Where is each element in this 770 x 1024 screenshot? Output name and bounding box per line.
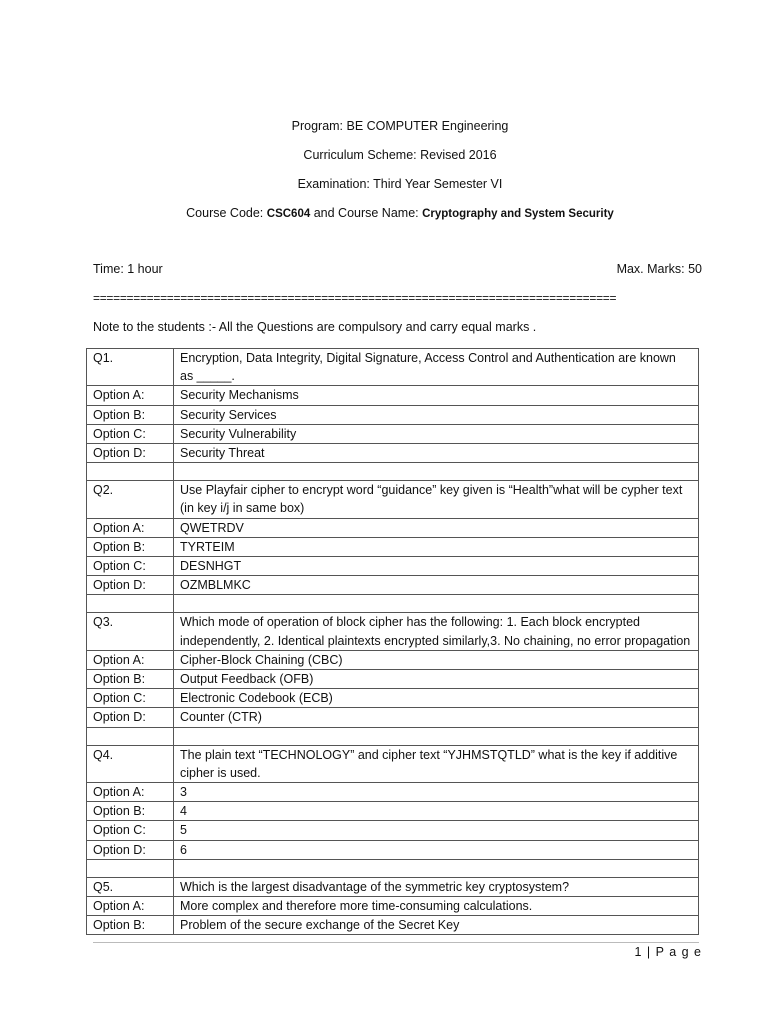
option-label: Option A:: [87, 650, 174, 669]
option-label: Option D:: [87, 576, 174, 595]
option-text: Cipher-Block Chaining (CBC): [174, 650, 699, 669]
question-text: The plain text “TECHNOLOGY” and cipher text “YJHMSTQTLD” what is the key if additive cipher is used.: [174, 745, 699, 782]
question-row: [87, 613, 699, 650]
option-text: DESNHGT: [174, 557, 699, 576]
option-row: [87, 444, 699, 463]
option-text: TYRTEIM: [174, 537, 699, 556]
option-text: Output Feedback (OFB): [174, 670, 699, 689]
question-label: Q2.: [87, 481, 174, 518]
spacer-cell: [174, 859, 699, 877]
option-row: [87, 802, 699, 821]
footer-divider: [93, 942, 699, 943]
question-label: Q1.: [87, 349, 174, 386]
spacer-cell: [174, 595, 699, 613]
option-row: [87, 783, 699, 802]
option-label: Option A:: [87, 783, 174, 802]
spacer-cell: [87, 463, 174, 481]
option-row: [87, 405, 699, 424]
option-row: [87, 386, 699, 405]
spacer-cell: [87, 859, 174, 877]
option-text: Counter (CTR): [174, 708, 699, 727]
spacer-row: [87, 859, 699, 877]
course-prefix: Course Code:: [186, 206, 267, 220]
option-row: [87, 708, 699, 727]
course-line: [0, 205, 770, 222]
option-row: [87, 821, 699, 840]
course-code: CSC604: [266, 208, 311, 220]
option-label: Option C:: [87, 821, 174, 840]
option-text: Security Threat: [174, 444, 699, 463]
option-label: Option A:: [87, 897, 174, 916]
option-row: [87, 650, 699, 669]
option-label: Option B:: [87, 802, 174, 821]
spacer-cell: [87, 595, 174, 613]
option-text: 6: [174, 840, 699, 859]
option-label: Option B:: [87, 405, 174, 424]
option-label: Option B:: [87, 916, 174, 935]
spacer-row: [87, 463, 699, 481]
max-marks: Max. Marks: 50: [616, 262, 702, 276]
question-row: [87, 877, 699, 896]
option-label: Option D:: [87, 840, 174, 859]
option-text: Electronic Codebook (ECB): [174, 689, 699, 708]
option-text: QWETRDV: [174, 518, 699, 537]
curriculum-line: Curriculum Scheme: Revised 2016: [303, 148, 497, 162]
option-label: Option C:: [87, 557, 174, 576]
question-text: Encryption, Data Integrity, Digital Signature, Access Control and Authentication are known as _____.: [174, 349, 699, 386]
question-text: Which is the largest disadvantage of the symmetric key cryptosystem?: [174, 877, 699, 896]
students-note: Note to the students :- All the Questions are compulsory and carry equal marks .: [93, 320, 537, 334]
option-text: Problem of the secure exchange of the Secret Key: [174, 916, 699, 935]
option-row: [87, 670, 699, 689]
option-text: 3: [174, 783, 699, 802]
option-label: Option C:: [87, 424, 174, 443]
option-text: Security Mechanisms: [174, 386, 699, 405]
option-label: Option A:: [87, 518, 174, 537]
option-text: 4: [174, 802, 699, 821]
option-row: [87, 557, 699, 576]
course-name: Cryptography and System Security: [422, 208, 614, 220]
question-row: [87, 745, 699, 782]
option-row: [87, 576, 699, 595]
question-row: [87, 349, 699, 386]
option-text: More complex and therefore more time-consuming calculations.: [174, 897, 699, 916]
option-text: Security Vulnerability: [174, 424, 699, 443]
spacer-cell: [174, 727, 699, 745]
question-label: Q4.: [87, 745, 174, 782]
option-row: [87, 518, 699, 537]
option-label: Option C:: [87, 689, 174, 708]
option-label: Option D:: [87, 708, 174, 727]
spacer-cell: [174, 463, 699, 481]
course-mid: and Course Name:: [310, 206, 423, 220]
examination-line: Examination: Third Year Semester VI: [297, 177, 503, 191]
page-number: 1 | P a g e: [634, 945, 702, 959]
spacer-row: [87, 727, 699, 745]
question-label: Q3.: [87, 613, 174, 650]
option-label: Option B:: [87, 670, 174, 689]
option-row: [87, 689, 699, 708]
option-row: [87, 840, 699, 859]
questions-table: [86, 348, 699, 935]
question-label: Q5.: [87, 877, 174, 896]
question-row: [87, 481, 699, 518]
option-text: 5: [174, 821, 699, 840]
spacer-row: [87, 595, 699, 613]
option-label: Option B:: [87, 537, 174, 556]
program-line: Program: BE COMPUTER Engineering: [291, 119, 509, 133]
option-label: Option A:: [87, 386, 174, 405]
option-row: [87, 897, 699, 916]
exam-time: Time: 1 hour: [93, 262, 163, 276]
option-row: [87, 537, 699, 556]
spacer-cell: [87, 727, 174, 745]
option-text: OZMBLMKC: [174, 576, 699, 595]
option-text: Security Services: [174, 405, 699, 424]
option-label: Option D:: [87, 444, 174, 463]
separator-line: ==============================================================================: [93, 291, 617, 305]
question-text: Use Playfair cipher to encrypt word “guidance” key given is “Health”what will be cypher text (in key i/j in same box): [174, 481, 699, 518]
option-row: [87, 916, 699, 935]
question-text: Which mode of operation of block cipher has the following: 1. Each block encrypted independently, 2. Identical plaintexts encrypted similarly,3. No chaining, no error propagation: [174, 613, 699, 650]
option-row: [87, 424, 699, 443]
